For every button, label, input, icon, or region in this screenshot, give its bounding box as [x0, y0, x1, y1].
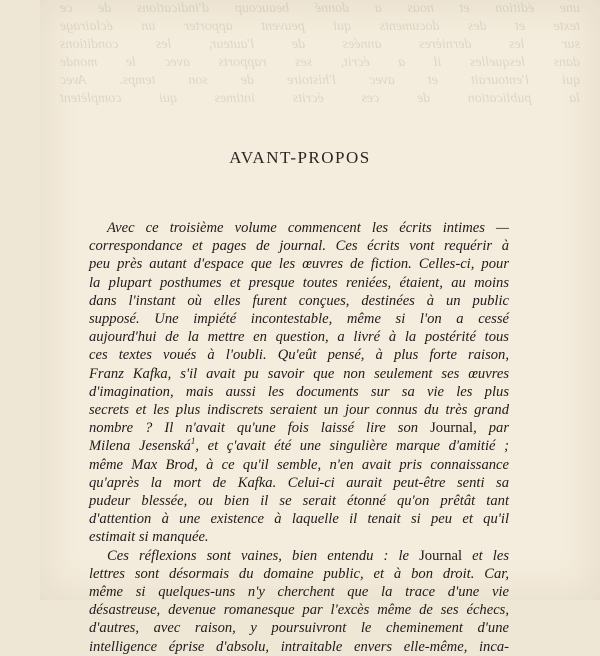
- text-fragment: nombre ? Il n'avait qu'une fois laissé lire son: [89, 420, 419, 437]
- text-line: d'autres, avec raison, y poursuivront le cheminement d'une: [89, 620, 509, 637]
- page-title: AVANT-PROPOS: [229, 148, 371, 167]
- show-through-text: [40, 0, 600, 140]
- bleed-line: sur les dernières années de l'auteur, les conditions: [60, 37, 580, 52]
- text-line: Avec ce troisième volume commencent les écrits intimes —: [107, 220, 509, 236]
- text-line: peu près autant d'espace que les œuvres de fiction. Celles-ci, pour: [89, 256, 509, 273]
- text-fragment: et les: [472, 547, 509, 564]
- paragraph-2: [89, 547, 509, 656]
- text-fragment: Ces réflexions sont vaines, bien entendu : le: [107, 547, 410, 564]
- journal-title: Journal: [430, 420, 474, 437]
- text-fragment: , par: [473, 420, 509, 437]
- text-line: secrets et les plus indiscrets seraient un jour connus du très grand: [89, 402, 509, 419]
- text-line: la plupart posthumes et presque toutes reniées, étaient, au moins: [89, 274, 509, 291]
- bleed-line: une édition et nous a donné beaucoup d'indications de ce: [60, 1, 580, 16]
- bleed-line: dans lesquelles il a écrit, ses rapports avec le monde: [60, 55, 580, 70]
- text-fragment: Milena Jesenská: [89, 438, 191, 455]
- text-line: d'imagination, mais aussi les documents sur sa vie les plus: [89, 383, 509, 400]
- paragraph-1: [89, 219, 509, 547]
- bleed-line: texte et des documents qui peuvent apporter un éclairage: [60, 19, 580, 34]
- text-line: lettres sont désormais du domaine public, et à bon droit. Car,: [89, 565, 509, 582]
- bleed-line: qui l'entourait et avec l'histoire de son temps. Avec: [60, 73, 580, 88]
- text-line: [89, 419, 509, 437]
- text-fragment: , et ç'avait été une singulière marque d'amitié ;: [195, 438, 509, 455]
- text-line: ces textes voués à l'oubli. Qu'eût pensé, à plus forte raison,: [89, 347, 509, 364]
- bleed-line: la publication de ces écrits intimes qui complètent: [60, 91, 580, 106]
- body-text: [89, 219, 509, 656]
- text-line: intelligence éprise d'absolu, intraitable envers elle-même, inca-: [89, 638, 509, 655]
- text-line: désastreuse, devenue romanesque par l'excès même de ses échecs,: [89, 602, 509, 619]
- text-line: même Max Brod, à ce qu'il semble, n'en avait pris connaissance: [89, 456, 509, 473]
- text-line: [89, 547, 509, 565]
- text-line: supposé. Une impiété incontestable, même si l'on a cessé: [89, 311, 509, 328]
- text-line: aujourd'hui de la mettre en question, a livré à la postérité tous: [89, 329, 509, 346]
- text-line: dans l'instant où elles furent conçues, destinées à un public: [89, 292, 509, 309]
- text-line: correspondance et pages de journal. Ces écrits vont requérir à: [89, 238, 509, 255]
- footnote-marker: 1: [190, 436, 196, 447]
- text-line: estimait si manquée.: [89, 529, 209, 546]
- text-line: même si quelques-uns n'y cherchent que la trace d'une vie: [89, 584, 509, 601]
- text-line: qu'après la mort de Kafka. Celui-ci aurait peut-être senti sa: [89, 474, 509, 491]
- text-line: [89, 437, 509, 455]
- journal-title: Journal: [419, 547, 463, 564]
- text-line: d'attention à une existence à laquelle il tenait si peu et qu'il: [89, 511, 509, 528]
- text-line: pudeur blessée, ou bien il se serait étonné qu'on prêtât tant: [89, 493, 509, 510]
- text-line: Franz Kafka, s'il avait pu savoir que non seulement ses œuvres: [89, 365, 509, 382]
